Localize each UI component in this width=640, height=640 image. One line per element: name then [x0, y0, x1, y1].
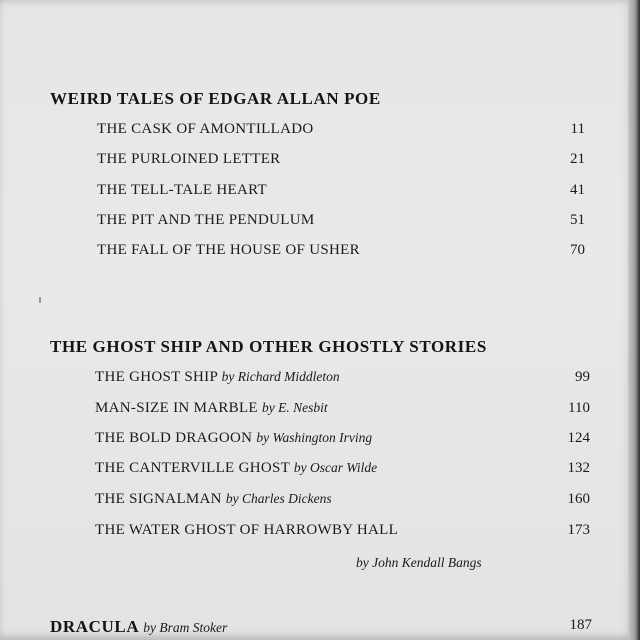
toc-entry [97, 121, 585, 143]
toc-entry-title [95, 369, 340, 386]
toc-entry-page: 173 [567, 522, 590, 538]
toc-entry-title [95, 400, 328, 417]
page-edge-shadow [628, 0, 640, 640]
toc-entry [95, 491, 590, 513]
story-title: THE CANTERVILLE GHOST [95, 460, 290, 476]
toc-entry-page: 99 [575, 369, 590, 385]
toc-entry-title [95, 430, 372, 447]
story-author: by E. Nesbit [261, 400, 328, 415]
toc-entry [95, 522, 590, 544]
toc-entry-page: 70 [570, 242, 585, 258]
toc-entry-page: 187 [569, 617, 592, 633]
story-author-byline: by John Kendall Bangs [356, 555, 482, 570]
story-title: THE BOLD DRAGOON [95, 430, 253, 446]
toc-entry-page: 124 [567, 430, 590, 446]
toc-entry-page: 41 [570, 182, 585, 198]
section-title-dracula: DRACULA [50, 617, 140, 636]
toc-entry [97, 242, 585, 264]
toc-entry-dracula [50, 617, 592, 639]
toc-entry [97, 212, 585, 234]
toc-entry-title [95, 522, 398, 539]
story-author: by Charles Dickens [225, 491, 332, 506]
page-speck [39, 297, 41, 303]
toc-entry-title: THE PIT AND THE PENDULUM [97, 212, 315, 228]
toc-entry-page: 110 [568, 400, 590, 416]
section-title-ghost-ship: THE GHOST SHIP AND OTHER GHOSTLY STORIES [50, 337, 487, 356]
story-author: by Oscar Wilde [293, 460, 378, 475]
toc-entry [97, 182, 585, 204]
toc-entry-page: 160 [567, 491, 590, 507]
story-title: THE GHOST SHIP [95, 369, 218, 385]
story-title: THE WATER GHOST OF HARROWBY HALL [95, 522, 399, 538]
story-author: by Bram Stoker [143, 620, 228, 635]
toc-entry-title: THE TELL-TALE HEART [97, 182, 267, 198]
toc-entry-page: 21 [570, 151, 585, 167]
story-author: by Richard Middleton [221, 369, 340, 384]
toc-entry [95, 400, 590, 422]
story-title: MAN-SIZE IN MARBLE [95, 400, 258, 416]
toc-entry-title [95, 460, 377, 477]
story-title: THE SIGNALMAN [95, 491, 222, 507]
toc-entry [95, 369, 590, 391]
story-author: by Washington Irving [256, 430, 373, 445]
toc-entry-page: 11 [570, 121, 585, 137]
toc-entry-page: 132 [567, 460, 590, 476]
toc-entry-title: THE FALL OF THE HOUSE OF USHER [97, 242, 360, 258]
toc-entry [95, 460, 590, 482]
section-title-poe: WEIRD TALES OF EDGAR ALLAN POE [50, 89, 381, 108]
toc-entry-page: 51 [570, 212, 585, 228]
toc-entry-title: THE CASK OF AMONTILLADO [97, 121, 314, 137]
toc-entry-title: THE PURLOINED LETTER [97, 151, 281, 167]
toc-entry-title [50, 617, 227, 637]
toc-entry-title [95, 491, 332, 508]
toc-entry [95, 430, 590, 452]
toc-entry [97, 151, 585, 173]
